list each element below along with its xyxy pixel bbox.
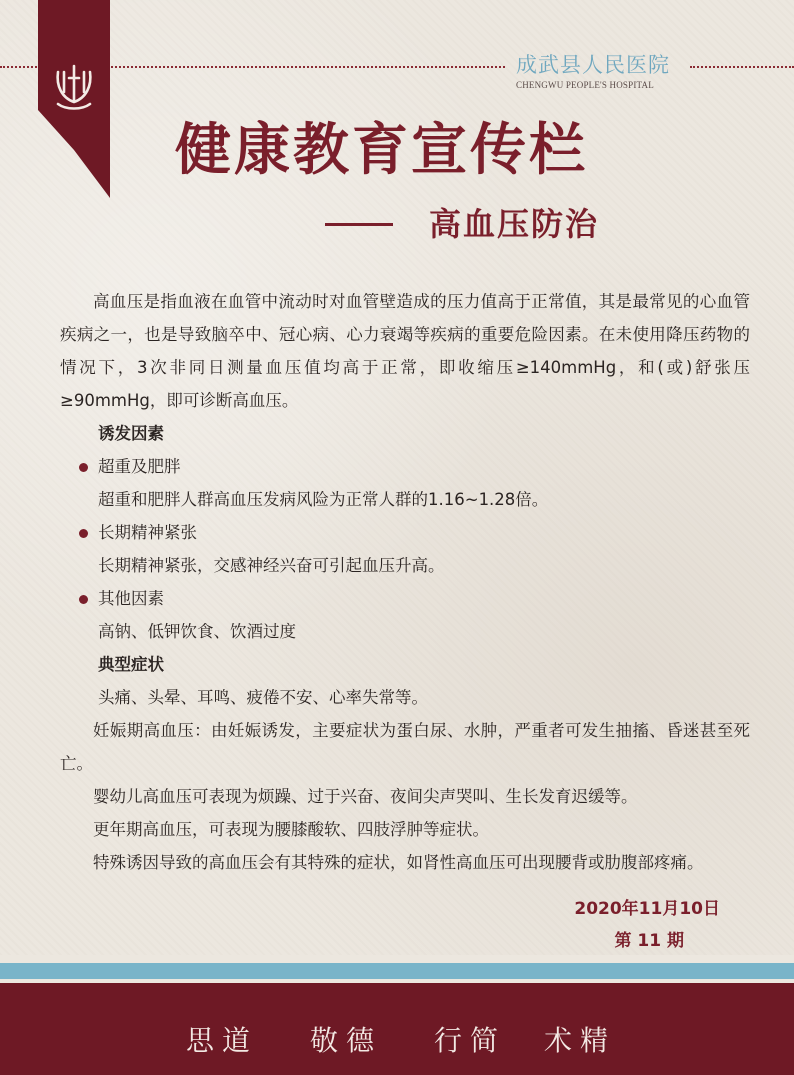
factor-text: 长期精神紧张，交感神经兴奋可引起血压升高。 <box>98 556 445 575</box>
issue-number: 第 11 期 <box>614 931 684 951</box>
top-divider-right <box>690 66 794 68</box>
hospital-name <box>516 52 688 90</box>
factor-title-text: 超重及肥胖 <box>98 457 181 476</box>
motto-item: 思道 <box>186 1024 259 1057</box>
hospital-name-cn: 成武县人民医院 <box>516 53 670 77</box>
section-heading-symptoms: 典型症状 <box>98 655 164 674</box>
section-heading-triggers: 诱发因素 <box>98 424 164 443</box>
factor-title <box>60 450 750 483</box>
symptom-item: 头痛、头晕、耳鸣、疲倦不安、心率失常等。 <box>98 688 428 707</box>
page-subtitle: 高血压防治 <box>429 205 600 243</box>
motto-item: 术精 <box>544 1024 617 1057</box>
article-body <box>60 285 750 879</box>
issue-info <box>574 893 720 957</box>
factor-text: 超重和肥胖人群高血压发病风险为正常人群的1.16~1.28倍。 <box>98 490 549 509</box>
symptom-item: 妊娠期高血压：由妊娠诱发，主要症状为蛋白尿、水肿，严重者可发生抽搐、昏迷甚至死亡。 <box>60 721 750 773</box>
page-title: 健康教育宣传栏 <box>175 118 588 183</box>
subtitle-dash <box>325 223 393 226</box>
bullet-dot-icon <box>79 463 88 472</box>
hospital-name-en: CHENGWU PEOPLE'S HOSPITAL <box>516 80 654 90</box>
issue-date: 2020年11月10日 <box>574 899 720 919</box>
factor-title-text: 长期精神紧张 <box>98 523 197 542</box>
symptom-item: 婴幼儿高血压可表现为烦躁、过于兴奋、夜间尖声哭叫、生长发育迟缓等。 <box>93 787 638 806</box>
factor-title <box>60 516 750 549</box>
factor-text: 高钠、低钾饮食、饮酒过度 <box>98 622 296 641</box>
subtitle-row <box>325 201 599 247</box>
bullet-dot-icon <box>79 595 88 604</box>
symptom-item: 更年期高血压，可表现为腰膝酸软、四肢浮肿等症状。 <box>93 820 489 839</box>
footer-stripe <box>0 963 794 979</box>
motto-item: 敬德 <box>310 1024 383 1057</box>
motto-item: 行简 <box>434 1024 507 1057</box>
factor-title <box>60 582 750 615</box>
factor-title-text: 其他因素 <box>98 589 164 608</box>
bullet-dot-icon <box>79 529 88 538</box>
intro-paragraph: 高血压是指血液在血管中流动时对血管壁造成的压力值高于正常值，其是最常见的心血管疾病之一，也是导致脑卒中、冠心病、心力衰竭等疾病的重要危险因素。在未使用降压药物的情况下，3次非同日测量血压值均高于正常，即收缩压≥140mmHg，和(或)舒张压≥90mmHg，即可诊断高血压。 <box>60 292 750 410</box>
symptom-item: 特殊诱因导致的高血压会有其特殊的症状，如肾性高血压可出现腰背或肋腹部疼痛。 <box>93 853 704 872</box>
hospital-logo-icon <box>38 0 110 198</box>
footer-band <box>0 983 794 1075</box>
